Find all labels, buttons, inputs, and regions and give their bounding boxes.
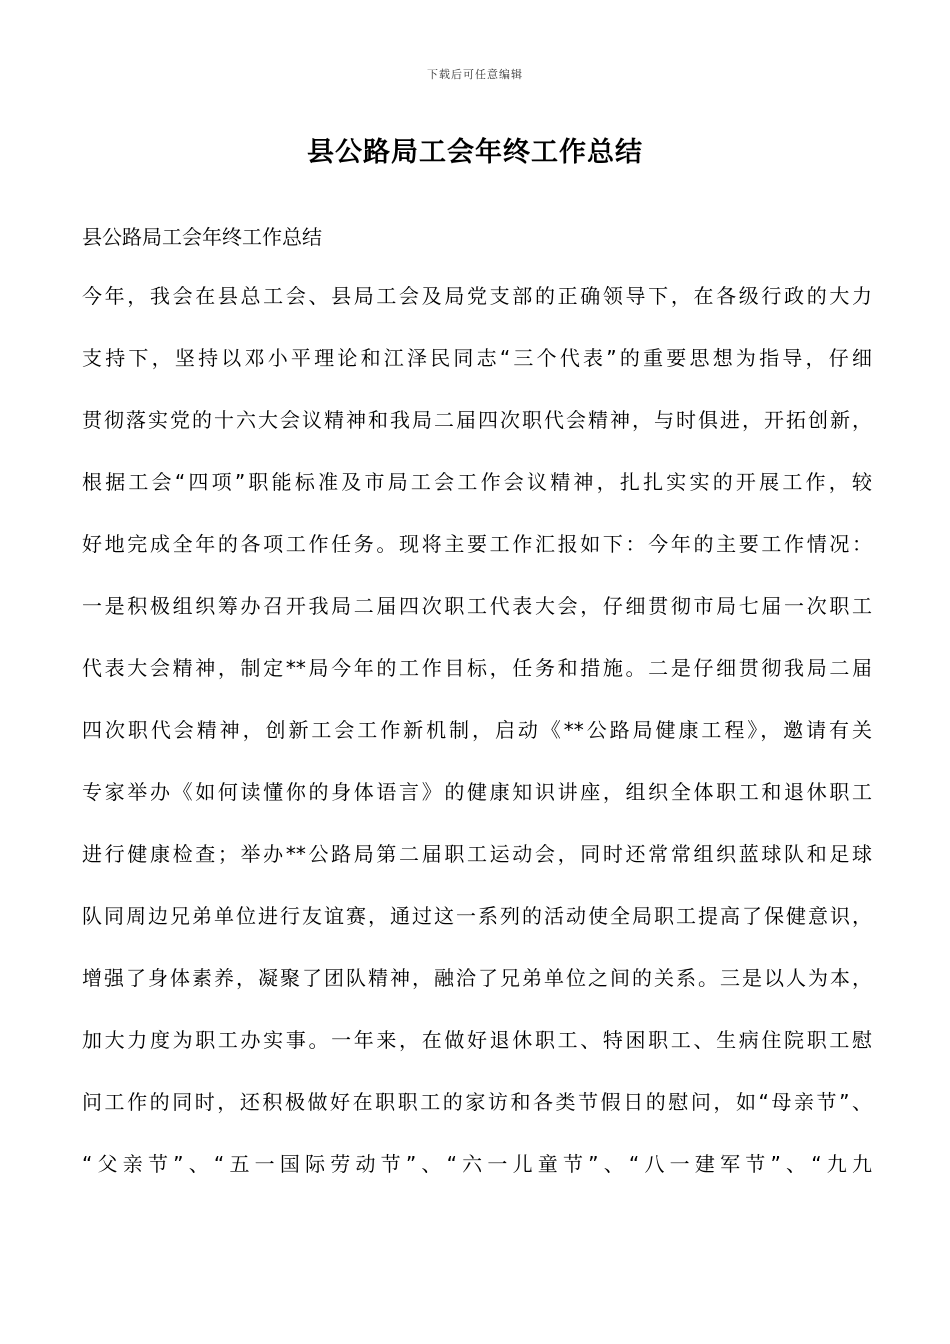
body-line: “父亲节”、“五一国际劳动节”、“六一儿童节”、“八一建军节”、“九九 — [82, 1152, 872, 1176]
body-line: 好地完成全年的各项工作任务。现将主要工作汇报如下：今年的主要工作情况： — [82, 532, 872, 556]
body-line: 四次职代会精神，创新工会工作新机制，启动《**公路局健康工程》，邀请有关 — [82, 718, 872, 742]
body-text — [82, 270, 872, 1200]
body-line: 今年，我会在县总工会、县局工会及局党支部的正确领导下，在各级行政的大力 — [82, 284, 872, 308]
document-subtitle: 县公路局工会年终工作总结 — [82, 225, 322, 249]
body-line: 增强了身体素养，凝聚了团队精神，融洽了兄弟单位之间的关系。三是以人为本， — [82, 966, 872, 990]
document-title: 县公路局工会年终工作总结 — [307, 137, 643, 168]
body-line: 支持下，坚持以邓小平理论和江泽民同志“三个代表”的重要思想为指导，仔细 — [82, 346, 872, 370]
body-line: 根据工会“四项”职能标准及市局工会工作会议精神，扎扎实实的开展工作，较 — [82, 470, 872, 494]
body-line: 贯彻落实党的十六大会议精神和我局二届四次职代会精神，与时俱进，开拓创新， — [82, 408, 872, 432]
body-line: 一是积极组织筹办召开我局二届四次职工代表大会，仔细贯彻市局七届一次职工 — [82, 594, 872, 618]
body-line: 加大力度为职工办实事。一年来，在做好退休职工、特困职工、生病住院职工慰 — [82, 1028, 872, 1052]
header-note: 下载后可任意编辑 — [427, 68, 523, 81]
body-line: 问工作的同时，还积极做好在职职工的家访和各类节假日的慰问，如“母亲节”、 — [82, 1090, 872, 1114]
body-line: 专家举办《如何读懂你的身体语言》的健康知识讲座，组织全体职工和退休职工 — [82, 780, 872, 804]
body-line: 代表大会精神，制定**局今年的工作目标，任务和措施。二是仔细贯彻我局二届 — [82, 656, 872, 680]
body-line: 进行健康检查；举办**公路局第二届职工运动会，同时还常常组织蓝球队和足球 — [82, 842, 872, 866]
body-line: 队同周边兄弟单位进行友谊赛，通过这一系列的活动使全局职工提高了保健意识， — [82, 904, 872, 928]
